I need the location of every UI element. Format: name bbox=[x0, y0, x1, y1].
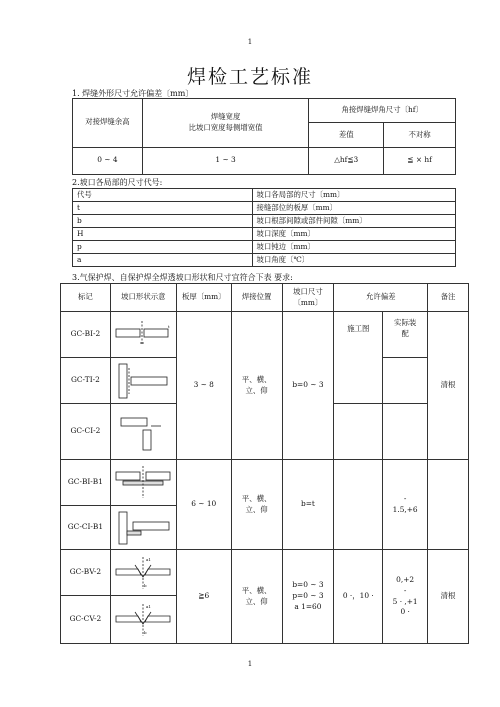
code-cell: b bbox=[73, 215, 253, 228]
section3-heading: 3.气保护焊、自保护焊全焊透坡口形状和尺寸宜符合下表 要求: bbox=[72, 273, 293, 282]
section1-heading: 1. 焊缝外形尺寸允许偏差〔mm〕 bbox=[72, 89, 194, 98]
mark-cell: GC-CI-2 bbox=[61, 404, 111, 460]
val-reinforcement: 0 ~ 4 bbox=[73, 147, 143, 174]
mark-cell: GC-CI-B1 bbox=[61, 506, 111, 550]
h-mark: 标记 bbox=[61, 284, 111, 312]
svg-text:b: b bbox=[144, 629, 147, 635]
mark-cell: GC-BV-2 bbox=[61, 550, 111, 596]
g3-size: b=0 ~ 3 p=0 ~ 3 a 1=60 bbox=[282, 550, 334, 644]
col-diff: 差值 bbox=[309, 123, 384, 147]
code-cell: p bbox=[73, 241, 253, 254]
desc-cell: 坡口钝边〔mm〕 bbox=[252, 241, 456, 254]
val-diff: △hf≦3 bbox=[309, 147, 384, 174]
g1-size: b=0 ~ 3 bbox=[282, 312, 334, 460]
mark-cell: GC-BI-2 bbox=[61, 312, 111, 358]
g2-pos: 平、横、 立、仰 bbox=[231, 460, 282, 550]
h-tol: 允许偏差 bbox=[334, 284, 428, 312]
code-cell: t bbox=[73, 202, 253, 215]
tol-actual-cell bbox=[383, 358, 428, 404]
code-cell: H bbox=[73, 228, 253, 241]
g1-thick: 3 ~ 8 bbox=[176, 312, 231, 460]
mark-cell: GC-CV-2 bbox=[61, 596, 111, 644]
page-number-top: 1 bbox=[247, 38, 253, 46]
col-asym: 不对称 bbox=[384, 123, 456, 147]
desc-cell: 坡口根部间隙或部件间隙〔mm〕 bbox=[252, 215, 456, 228]
tol-drawing-cell bbox=[334, 404, 383, 460]
g1-pos: 平、横、 立、仰 bbox=[231, 312, 282, 460]
desc-cell: 坡口深度〔mm〕 bbox=[252, 228, 456, 241]
svg-text:t: t bbox=[168, 323, 170, 329]
shape-figure-cv2 bbox=[110, 596, 176, 644]
groove-shape-table bbox=[60, 283, 469, 644]
section2-heading: 2.坡口各局部的尺寸代号: bbox=[72, 178, 163, 187]
desc-cell: 接缝部位的板厚〔mm〕 bbox=[252, 202, 456, 215]
svg-text:a1: a1 bbox=[146, 556, 152, 562]
tol-drawing-header: 施工图 bbox=[334, 312, 383, 404]
shape-figure-bib1 bbox=[110, 460, 176, 506]
g3-note: 清根 bbox=[428, 550, 469, 644]
svg-text:a1: a1 bbox=[146, 603, 152, 609]
tol-actual-header: 实际装 配 bbox=[383, 312, 428, 358]
desc-cell: 坡口角度〔℃〕 bbox=[252, 254, 456, 267]
desc-header: 坡口各局部的尺寸〔mm〕 bbox=[252, 189, 456, 202]
h-size: 坡口尺寸 〔mm〕 bbox=[282, 284, 334, 312]
page-title: 焊检工艺标准 bbox=[186, 66, 313, 88]
tol-actual-cell bbox=[383, 404, 428, 460]
col-fillet: 角接焊缝焊角尺寸〔hf〕 bbox=[309, 99, 456, 123]
weld-tolerance-table bbox=[72, 98, 456, 175]
shape-figure-ti2 bbox=[110, 358, 176, 404]
g2-actual: - 1.5,+6 bbox=[383, 460, 428, 550]
g3-thick: ≧6 bbox=[176, 550, 231, 644]
g3-drawing: 0 ·，10 · bbox=[334, 550, 383, 644]
groove-code-table bbox=[72, 188, 456, 267]
svg-text:b: b bbox=[144, 582, 147, 588]
mark-cell: GC-TI-2 bbox=[61, 358, 111, 404]
code-cell: a bbox=[73, 254, 253, 267]
shape-figure-cib1 bbox=[110, 506, 176, 550]
val-width: 1 ~ 3 bbox=[142, 147, 309, 174]
h-note: 备注 bbox=[428, 284, 469, 312]
g2-drawing bbox=[334, 460, 383, 550]
shape-figure-bv2 bbox=[110, 550, 176, 596]
h-thick: 板厚〔mm〕 bbox=[176, 284, 231, 312]
col-reinforcement: 对接焊缝余高 bbox=[73, 99, 143, 148]
g2-note bbox=[428, 460, 469, 550]
mark-cell: GC-BI-B1 bbox=[61, 460, 111, 506]
shape-figure-bi2 bbox=[110, 312, 176, 358]
h-shape: 坡口形状示意 bbox=[110, 284, 176, 312]
g3-pos: 平、横、 立、仰 bbox=[231, 550, 282, 644]
g3-actual: 0,+2 - 5 · ,+1 0 · bbox=[383, 550, 428, 644]
shape-figure-ci2 bbox=[110, 404, 176, 460]
g1-note: 清根 bbox=[428, 312, 469, 460]
page-number-bottom: 1 bbox=[247, 660, 253, 668]
h-pos: 焊接位置 bbox=[231, 284, 282, 312]
val-asym: ≦ × hf bbox=[384, 147, 456, 174]
g2-thick: 6 ~ 10 bbox=[176, 460, 231, 550]
code-header: 代号 bbox=[73, 189, 253, 202]
g2-size: b=t bbox=[282, 460, 334, 550]
col-width: 焊缝宽度 比坡口宽度每侧增宽值 bbox=[142, 99, 309, 148]
